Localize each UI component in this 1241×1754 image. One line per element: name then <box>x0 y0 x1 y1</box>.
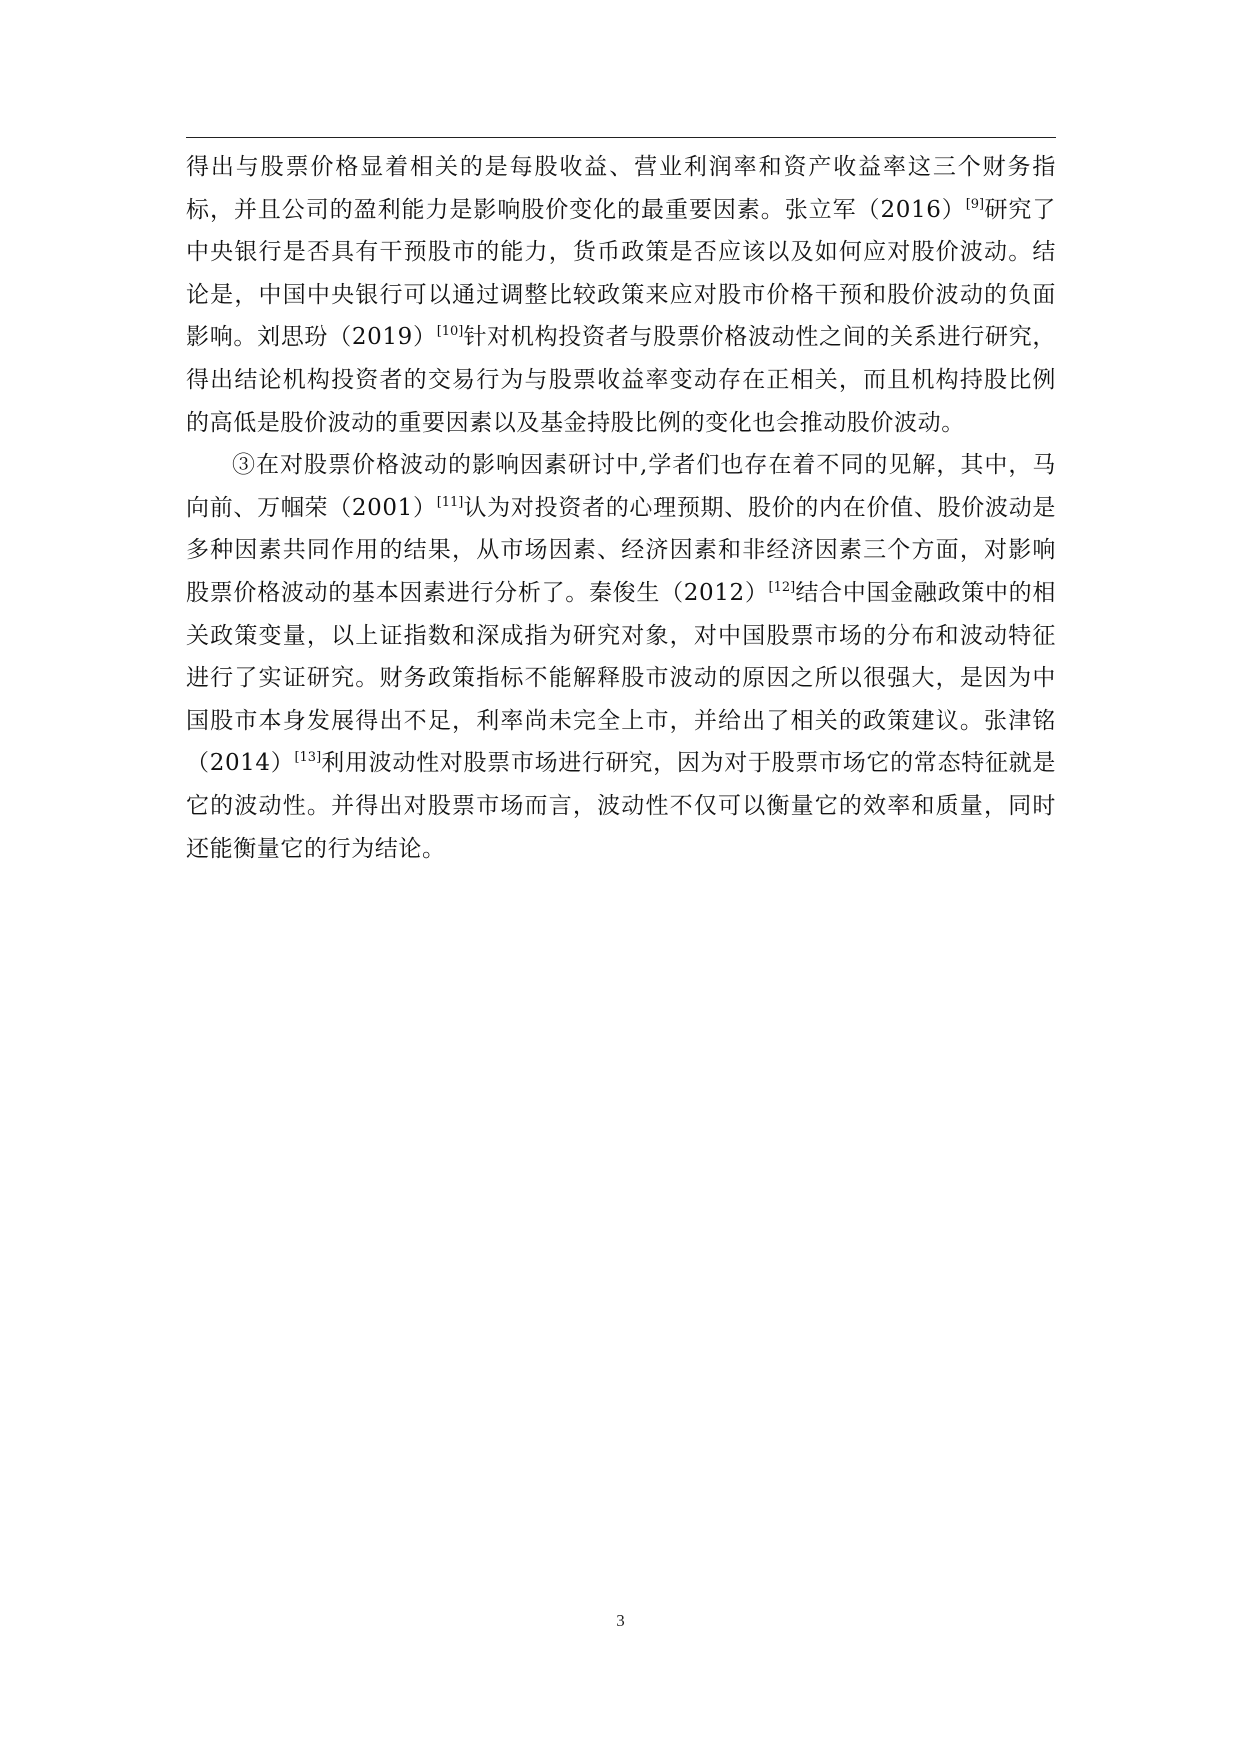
paragraph-2 <box>186 444 1056 870</box>
text-run: 得出与股票价格显着相关的是每股收益、营业利润率和资产收益率这三个财务指标，并且公司的盈利能力是影响股价变化的最重要因素。张立军（2016） <box>186 154 1056 223</box>
text-run: 结合中国金融政策中的相关政策变量，以上证指数和深成指为研究对象，对中国股票市场的分布和波动特征进行了实证研究。财务政策指标不能解释股市波动的原因之所以很强大，是因为中国股市本身发展得出不足，利率尚未完全上市，并给出了相关的政策建议。张津铭（2014） <box>186 579 1056 777</box>
text-run: 研究了中央银行是否具有干预股市的能力，货币政策是否应该以及如何应对股价波动。结论是，中国中央银行可以通过调整比较政策来应对股市价格干预和股价波动的负面影响。刘思玢（2019） <box>186 196 1056 351</box>
citation-ref: [13] <box>294 750 322 766</box>
citation-ref: [10] <box>436 324 464 340</box>
citation-ref: [9] <box>965 196 985 212</box>
citation-ref: [11] <box>436 494 464 510</box>
text-run: 认为对投资者的心理预期、股价的内在价值、股价波动是多种因素共同作用的结果，从市场因素、经济因素和非经济因素三个方面，对影响股票价格波动的基本因素进行分析了。秦俊生（2012） <box>186 494 1057 606</box>
text-run: ③在对股票价格波动的影响因素研讨中,学者们也存在着不同的见解，其中，马向前、万帼荣（2001） <box>186 452 1056 521</box>
text-run: 针对机构投资者与股票价格波动性之间的关系进行研究，得出结论机构投资者的交易行为与股票收益率变动存在正相关，而且机构持股比例的高低是股价波动的重要因素以及基金持股比例的变化也会推动股价波动。 <box>186 324 1057 436</box>
paragraph-1 <box>186 146 1056 444</box>
header-rule <box>186 137 1056 138</box>
text-run: 利用波动性对股票市场进行研究，因为对于股票市场它的常态特征就是它的波动性。并得出对股票市场而言，波动性不仅可以衡量它的效率和质量，同时还能衡量它的行为结论。 <box>186 750 1056 862</box>
page-number: 3 <box>616 1611 625 1630</box>
body-text <box>186 146 1056 870</box>
citation-ref: [12] <box>768 579 796 595</box>
